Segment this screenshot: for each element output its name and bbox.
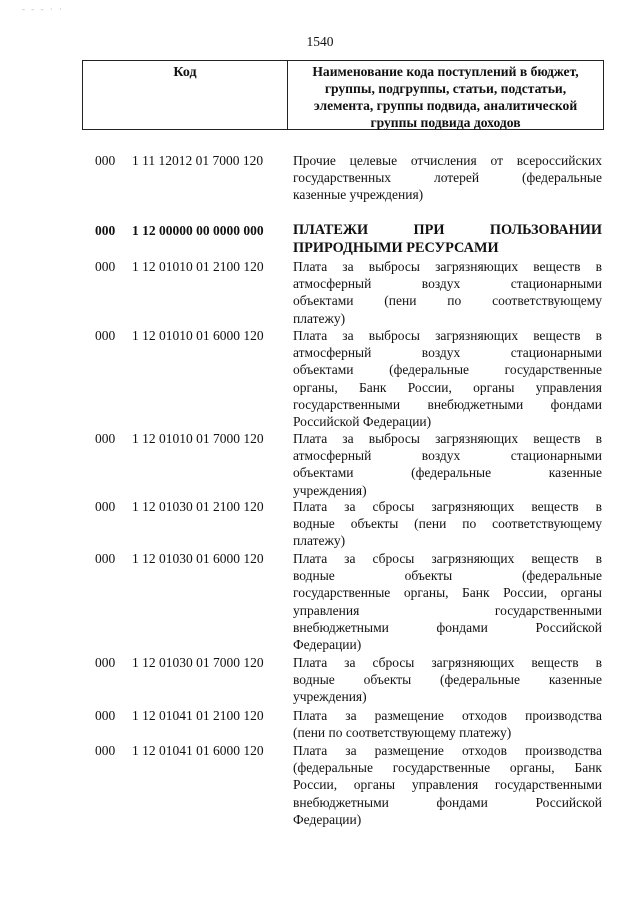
income-name (293, 498, 602, 550)
income-name-line: водные объекты (пени по соответствующему (293, 516, 602, 532)
admin-code: 000 (95, 551, 116, 566)
income-name (293, 430, 602, 499)
income-code: 1 12 01030 01 6000 120 (132, 551, 264, 566)
admin-code: 000 (95, 328, 116, 343)
income-name-line: (пени по соответствующему платежу) (293, 725, 512, 741)
income-name-line: атмосферный воздух стационарными (293, 345, 602, 361)
income-name-line: объектами (федеральные казенные (293, 465, 602, 481)
income-name-line: (федеральные государственные органы, Банк (293, 760, 602, 776)
income-code: 1 12 00000 00 0000 000 (132, 223, 264, 238)
income-name (293, 152, 602, 204)
income-name-line: государственные органы, Банк России, органы (293, 585, 602, 601)
admin-code: 000 (95, 431, 116, 446)
income-name (293, 327, 602, 430)
income-name-line: Плата за сбросы загрязняющих веществ в (293, 551, 602, 566)
income-name-line: государственными внебюджетными фондами (293, 396, 602, 412)
income-name-line: водные объекты (федеральные казенные (293, 672, 602, 688)
admin-code: 000 (95, 153, 116, 168)
table-header (82, 60, 604, 130)
income-name-line: Плата за сбросы загрязняющих веществ в (293, 499, 602, 514)
income-name-line: ПРИРОДНЫМИ РЕСУРСАМИ (293, 239, 499, 256)
income-name-line: Федерации) (293, 637, 362, 653)
income-name-line: атмосферный воздух стационарными (293, 276, 602, 292)
income-name-line: платежу) (293, 533, 346, 549)
income-name (293, 222, 602, 257)
income-code: 1 12 01041 01 2100 120 (132, 708, 264, 723)
income-name-line: Плата за сбросы загрязняющих веществ в (293, 655, 602, 670)
page-number: 1540 (306, 34, 334, 49)
income-name-line: Российской Федерации) (293, 414, 432, 430)
income-name-line: Федерации) (293, 811, 362, 827)
income-name-line: ПЛАТЕЖИ ПРИ ПОЛЬЗОВАНИИ (293, 222, 602, 238)
income-code: 1 12 01030 01 7000 120 (132, 655, 264, 670)
income-code: 1 12 01010 01 6000 120 (132, 328, 264, 343)
admin-code: 000 (95, 708, 116, 723)
income-name-line: учреждения) (293, 689, 367, 705)
income-name (293, 707, 602, 741)
income-name-line: Плата за выбросы загрязняющих веществ в (293, 328, 602, 343)
header-code-column: Код (83, 61, 288, 129)
income-name-line: водные объекты (федеральные (293, 568, 602, 584)
income-name (293, 654, 602, 706)
income-name-line: внебюджетными фондами Российской (293, 794, 602, 810)
income-code: 1 12 01010 01 7000 120 (132, 431, 264, 446)
income-name-line: управления государственными (293, 602, 602, 618)
income-name-line: Плата за выбросы загрязняющих веществ в (293, 431, 602, 446)
income-code: 1 12 01041 01 6000 120 (132, 743, 264, 758)
admin-code: 000 (95, 743, 116, 758)
income-name-line: Плата за размещение отходов производства (293, 743, 602, 758)
income-name-line: России, органы управления государственными (293, 777, 602, 793)
income-name-line: объектами (пени по соответствующему (293, 293, 602, 309)
income-name-line: атмосферный воздух стационарными (293, 448, 602, 464)
admin-code: 000 (95, 223, 116, 238)
income-name (293, 550, 602, 653)
income-code: 1 12 01010 01 2100 120 (132, 259, 264, 274)
income-name-line: платежу) (293, 310, 346, 326)
income-name-line: внебюджетными фондами Российской (293, 619, 602, 635)
header-name-column: Наименование кода поступлений в бюджет, группы, подгруппы, статьи, подстатьи, элемента, группы подвида, аналитической группы подвида доходов (312, 64, 579, 130)
admin-code: 000 (95, 655, 116, 670)
income-name-line: Плата за размещение отходов производства (293, 708, 602, 723)
income-name (293, 742, 602, 828)
admin-code: 000 (95, 499, 116, 514)
income-name-line: учреждения) (293, 482, 367, 498)
income-name-line: государственных лотерей (федеральные (293, 170, 602, 186)
admin-code: 000 (95, 259, 116, 274)
scan-artifact: - - - · · (22, 4, 64, 14)
income-name-line: Плата за выбросы загрязняющих веществ в (293, 259, 602, 274)
income-code: 1 11 12012 01 7000 120 (132, 153, 264, 168)
income-name-line: органы, Банк России, органы управления (293, 379, 602, 395)
income-name-line: казенные учреждения) (293, 187, 424, 203)
income-code: 1 12 01030 01 2100 120 (132, 499, 264, 514)
income-name-line: объектами (федеральные государственные (293, 362, 602, 378)
income-name-line: Прочие целевые отчисления от всероссийских (293, 153, 602, 168)
income-name (293, 258, 602, 327)
